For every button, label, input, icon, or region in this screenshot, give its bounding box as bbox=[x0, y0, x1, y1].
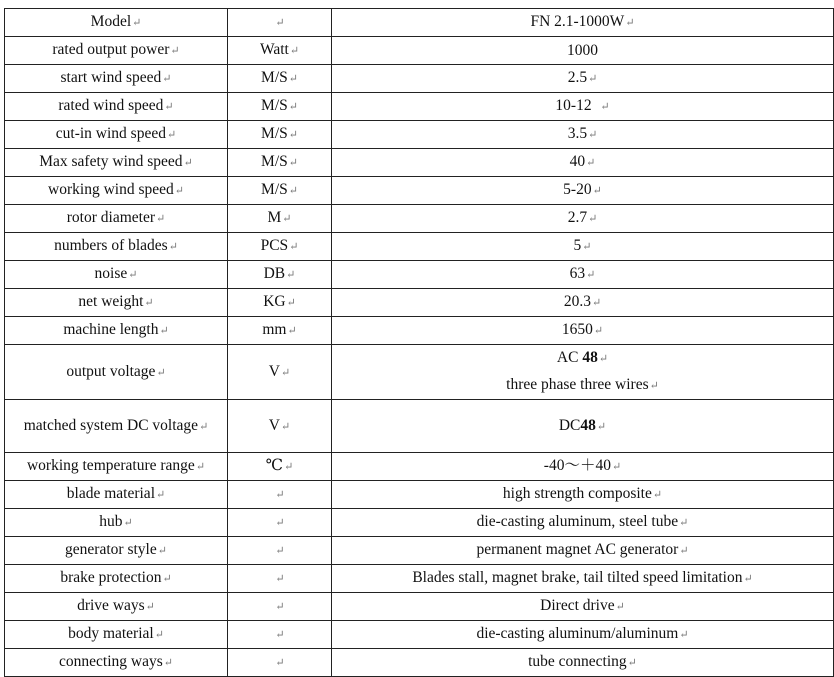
value-cell: DC48↵ bbox=[332, 400, 834, 453]
param-cell: noise↵ bbox=[5, 261, 228, 289]
param-cell: cut-in wind speed↵ bbox=[5, 121, 228, 149]
param-cell: body material↵ bbox=[5, 621, 228, 649]
unit-cell bbox=[228, 481, 332, 509]
unit-cell bbox=[228, 565, 332, 593]
paragraph-mark-icon: ↵ bbox=[163, 657, 173, 669]
paragraph-mark-icon: ↵ bbox=[280, 366, 291, 379]
value-cell: die-casting aluminum/aluminum↵ bbox=[332, 621, 834, 649]
table-row bbox=[5, 345, 834, 400]
param-cell: Max safety wind speed↵ bbox=[5, 149, 228, 177]
unit-cell bbox=[228, 537, 332, 565]
paragraph-mark-icon: ↵ bbox=[168, 241, 178, 253]
param-cell: rated wind speed↵ bbox=[5, 93, 228, 121]
paragraph-mark-icon: ↵ bbox=[123, 517, 133, 529]
table-row bbox=[5, 9, 834, 37]
value-cell: 5-20↵ bbox=[332, 177, 834, 205]
param-cell: generator style↵ bbox=[5, 537, 228, 565]
table-row bbox=[5, 121, 834, 149]
paragraph-mark-icon: ↵ bbox=[588, 213, 598, 225]
paragraph-mark-icon: ↵ bbox=[652, 489, 663, 501]
paragraph-mark-icon: ↵ bbox=[284, 461, 294, 473]
table-row bbox=[5, 65, 834, 93]
param-cell: start wind speed↵ bbox=[5, 65, 228, 93]
unit-cell bbox=[228, 509, 332, 537]
paragraph-mark-icon: ↵ bbox=[289, 45, 300, 57]
paragraph-mark-icon: ↵ bbox=[164, 101, 174, 113]
table-row bbox=[5, 205, 834, 233]
paragraph-mark-icon: ↵ bbox=[288, 73, 298, 85]
param-cell: rated output power↵ bbox=[5, 37, 228, 65]
paragraph-mark-icon: ↵ bbox=[280, 420, 291, 433]
table-row bbox=[5, 149, 834, 177]
value-cell: 3.5↵ bbox=[332, 121, 834, 149]
paragraph-mark-icon: ↵ bbox=[288, 101, 298, 113]
table-row bbox=[5, 400, 834, 453]
paragraph-mark-icon: ↵ bbox=[588, 129, 598, 141]
paragraph-mark-icon: ↵ bbox=[174, 185, 184, 197]
spec-table bbox=[4, 8, 834, 677]
param-cell: net weight↵ bbox=[5, 289, 228, 317]
paragraph-mark-icon: ↵ bbox=[588, 73, 598, 85]
paragraph-mark-icon: ↵ bbox=[679, 517, 689, 529]
value-cell: 1000 bbox=[332, 37, 834, 65]
unit-cell bbox=[228, 9, 332, 37]
value-cell: AC 48↵ three phase three wires↵ bbox=[332, 345, 834, 400]
value-cell: FN 2.1-1000W↵ bbox=[332, 9, 834, 37]
value-cell: high strength composite↵ bbox=[332, 481, 834, 509]
unit-cell: ℃↵ bbox=[228, 453, 332, 481]
value-cell: 10-12 ↵ bbox=[332, 93, 834, 121]
unit-cell: M/S↵ bbox=[228, 93, 332, 121]
paragraph-mark-icon: ↵ bbox=[596, 420, 607, 433]
paragraph-mark-icon: ↵ bbox=[128, 269, 138, 281]
paragraph-mark-icon: ↵ bbox=[183, 157, 193, 169]
table-row bbox=[5, 37, 834, 65]
value-cell: Blades stall, magnet brake, tail tilted speed limitation↵ bbox=[332, 565, 834, 593]
param-cell: numbers of blades↵ bbox=[5, 233, 228, 261]
param-cell: brake protection↵ bbox=[5, 565, 228, 593]
unit-cell: M/S↵ bbox=[228, 149, 332, 177]
paragraph-mark-icon: ↵ bbox=[582, 241, 592, 253]
table-row bbox=[5, 649, 834, 677]
paragraph-mark-icon: ↵ bbox=[275, 629, 285, 641]
paragraph-mark-icon: ↵ bbox=[144, 297, 154, 309]
paragraph-mark-icon: ↵ bbox=[275, 545, 285, 557]
paragraph-mark-icon: ↵ bbox=[625, 17, 635, 29]
table-row bbox=[5, 261, 834, 289]
paragraph-mark-icon: ↵ bbox=[156, 366, 166, 379]
paragraph-mark-icon: ↵ bbox=[288, 129, 298, 141]
paragraph-mark-icon: ↵ bbox=[288, 185, 298, 197]
paragraph-mark-icon: ↵ bbox=[615, 601, 625, 613]
paragraph-mark-icon: ↵ bbox=[199, 420, 209, 433]
value-cell: 40↵ bbox=[332, 149, 834, 177]
paragraph-mark-icon: ↵ bbox=[159, 325, 169, 337]
value-cell: 63↵ bbox=[332, 261, 834, 289]
value-cell: 20.3↵ bbox=[332, 289, 834, 317]
unit-cell: M/S↵ bbox=[228, 65, 332, 93]
paragraph-mark-icon: ↵ bbox=[162, 573, 172, 585]
table-row bbox=[5, 565, 834, 593]
paragraph-mark-icon: ↵ bbox=[288, 157, 298, 169]
paragraph-mark-icon: ↵ bbox=[743, 573, 753, 585]
paragraph-mark-icon: ↵ bbox=[195, 461, 206, 473]
paragraph-mark-icon: ↵ bbox=[600, 101, 610, 113]
param-cell: machine length↵ bbox=[5, 317, 228, 345]
paragraph-mark-icon: ↵ bbox=[162, 73, 172, 85]
unit-cell: V↵ bbox=[228, 345, 332, 400]
paragraph-mark-icon: ↵ bbox=[586, 157, 596, 169]
table-row bbox=[5, 93, 834, 121]
table-row bbox=[5, 317, 834, 345]
table-row bbox=[5, 621, 834, 649]
param-cell: matched system DC voltage↵ bbox=[5, 400, 228, 453]
unit-cell: Watt↵ bbox=[228, 37, 332, 65]
value-cell: die-casting aluminum, steel tube↵ bbox=[332, 509, 834, 537]
paragraph-mark-icon: ↵ bbox=[275, 489, 285, 501]
unit-cell: KG↵ bbox=[228, 289, 332, 317]
unit-cell: mm↵ bbox=[228, 317, 332, 345]
unit-cell bbox=[228, 621, 332, 649]
paragraph-mark-icon: ↵ bbox=[275, 17, 285, 29]
unit-cell: DB↵ bbox=[228, 261, 332, 289]
table-row bbox=[5, 453, 834, 481]
unit-cell bbox=[228, 593, 332, 621]
paragraph-mark-icon: ↵ bbox=[156, 213, 166, 225]
value-cell: 2.5↵ bbox=[332, 65, 834, 93]
param-cell: working temperature range↵ bbox=[5, 453, 228, 481]
table-row bbox=[5, 177, 834, 205]
value-cell: 2.7↵ bbox=[332, 205, 834, 233]
param-cell: drive ways↵ bbox=[5, 593, 228, 621]
paragraph-mark-icon: ↵ bbox=[286, 297, 296, 309]
paragraph-mark-icon: ↵ bbox=[287, 325, 297, 337]
paragraph-mark-icon: ↵ bbox=[170, 45, 180, 57]
table-row bbox=[5, 233, 834, 261]
paragraph-mark-icon: ↵ bbox=[679, 545, 689, 557]
paragraph-mark-icon: ↵ bbox=[591, 297, 602, 309]
paragraph-mark-icon: ↵ bbox=[154, 629, 164, 641]
paragraph-mark-icon: ↵ bbox=[586, 269, 596, 281]
paragraph-mark-icon: ↵ bbox=[593, 325, 604, 337]
param-cell: output voltage↵ bbox=[5, 345, 228, 400]
table-row bbox=[5, 509, 834, 537]
unit-cell: V↵ bbox=[228, 400, 332, 453]
value-cell: tube connecting↵ bbox=[332, 649, 834, 677]
table-row bbox=[5, 537, 834, 565]
param-cell: hub↵ bbox=[5, 509, 228, 537]
paragraph-mark-icon: ↵ bbox=[145, 601, 155, 613]
paragraph-mark-icon: ↵ bbox=[679, 629, 689, 641]
param-cell: rotor diameter↵ bbox=[5, 205, 228, 233]
paragraph-mark-icon: ↵ bbox=[611, 461, 622, 473]
paragraph-mark-icon: ↵ bbox=[157, 545, 167, 557]
param-cell: Model↵ bbox=[5, 9, 228, 37]
paragraph-mark-icon: ↵ bbox=[627, 657, 637, 669]
table-row bbox=[5, 593, 834, 621]
unit-cell: PCS↵ bbox=[228, 233, 332, 261]
paragraph-mark-icon: ↵ bbox=[649, 380, 659, 392]
unit-cell: M/S↵ bbox=[228, 121, 332, 149]
table-row bbox=[5, 289, 834, 317]
paragraph-mark-icon: ↵ bbox=[166, 129, 177, 141]
unit-cell bbox=[228, 649, 332, 677]
value-cell: permanent magnet AC generator↵ bbox=[332, 537, 834, 565]
paragraph-mark-icon: ↵ bbox=[275, 601, 285, 613]
paragraph-mark-icon: ↵ bbox=[275, 573, 285, 585]
paragraph-mark-icon: ↵ bbox=[156, 489, 166, 501]
value-cell: 5↵ bbox=[332, 233, 834, 261]
value-cell: 1650↵ bbox=[332, 317, 834, 345]
value-cell: Direct drive↵ bbox=[332, 593, 834, 621]
unit-cell: M/S↵ bbox=[228, 177, 332, 205]
paragraph-mark-icon: ↵ bbox=[286, 269, 296, 281]
param-cell: working wind speed↵ bbox=[5, 177, 228, 205]
paragraph-mark-icon: ↵ bbox=[132, 17, 142, 29]
paragraph-mark-icon: ↵ bbox=[275, 517, 285, 529]
paragraph-mark-icon: ↵ bbox=[289, 241, 299, 253]
param-cell: connecting ways↵ bbox=[5, 649, 228, 677]
paragraph-mark-icon: ↵ bbox=[282, 213, 292, 225]
param-cell: blade material↵ bbox=[5, 481, 228, 509]
paragraph-mark-icon: ↵ bbox=[275, 657, 285, 669]
value-cell: -40～＋40↵ bbox=[332, 453, 834, 481]
paragraph-mark-icon: ↵ bbox=[592, 185, 602, 197]
paragraph-mark-icon: ↵ bbox=[598, 353, 609, 365]
unit-cell: M↵ bbox=[228, 205, 332, 233]
table-row bbox=[5, 481, 834, 509]
